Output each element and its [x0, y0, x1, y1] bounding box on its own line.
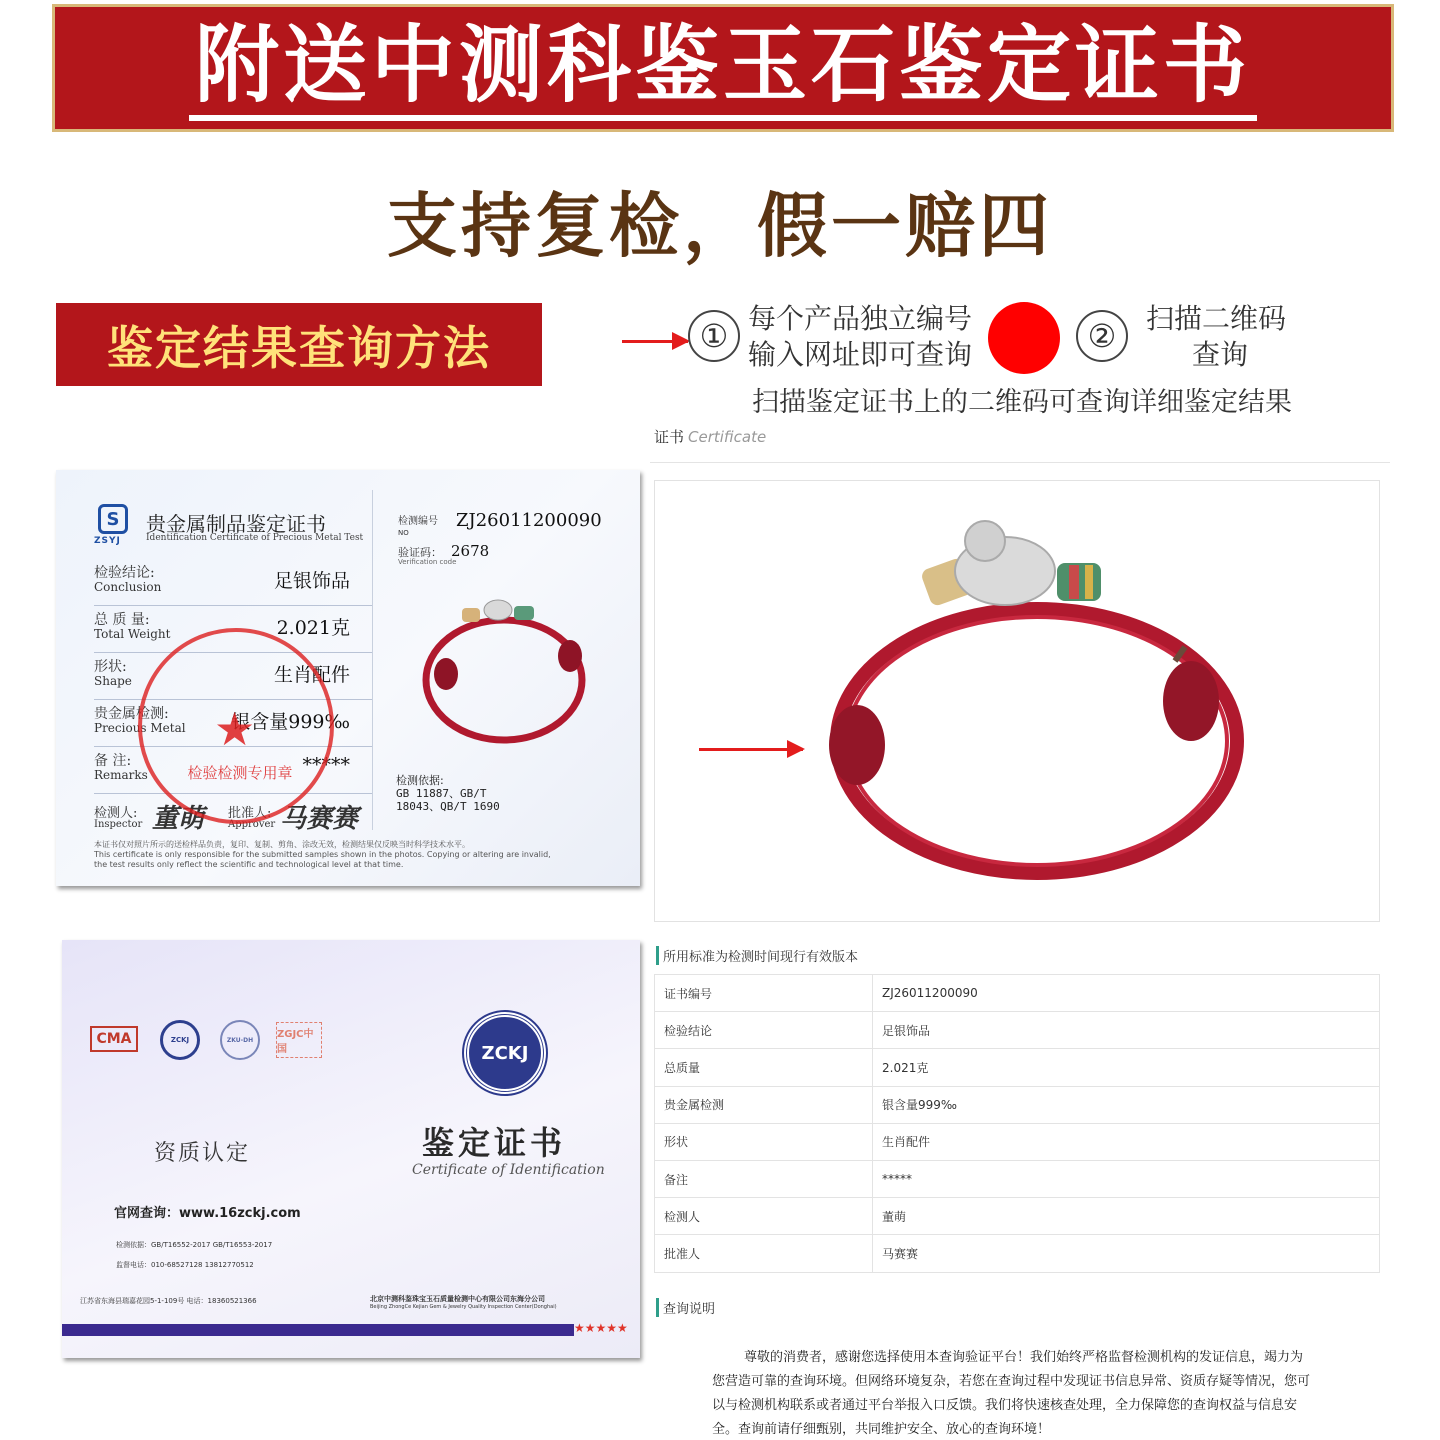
row-label-en: Precious Metal: [94, 721, 186, 735]
slogan: 支持复检，假一赔四: [387, 184, 1053, 267]
approver-signature: 马赛赛: [280, 804, 359, 834]
cert2-basis: 检测依据：GB/T16552-2017 GB/T16553-2017: [116, 1241, 273, 1249]
standard-note: 所用标准为检测时间现行有效版本: [656, 946, 858, 965]
step-two-number: ②: [1076, 310, 1128, 362]
table-row: [655, 975, 1380, 1012]
verify-value: 2678: [451, 542, 490, 560]
bracelet-image: [655, 481, 1379, 921]
basis-line1: GB 11887、GB/T: [396, 787, 487, 800]
cert2-title-en: Certificate of Identification: [412, 1162, 605, 1178]
row-value: 足银饰品: [873, 1012, 1380, 1049]
row-key: 检测人: [655, 1198, 873, 1235]
step-one-line2: 输入网址即可查询: [748, 338, 973, 371]
cert2-tel: 监督电话：010-68527128 13812770512: [116, 1261, 254, 1269]
logo-subtext: ZSYJ: [94, 536, 121, 546]
zckj-seal-icon: ZCKJ: [464, 1012, 546, 1094]
row-label-en: Conclusion: [94, 580, 162, 594]
foot-en1: This certificate is only responsible for the submitted samples shown in the photos. Copying or altering are invalid,: [94, 850, 551, 859]
row-value: *****: [873, 1160, 1380, 1197]
row-value: *****: [302, 754, 350, 776]
row-value: 马赛赛: [873, 1235, 1380, 1272]
banner-title: 附送中测科鉴玉石鉴定证书: [189, 15, 1257, 121]
row-label: 贵金属检测:: [94, 706, 169, 722]
row-label: 形状:: [94, 659, 127, 675]
cert1-title-en: Identification Certificate of Precious Metal Test: [146, 533, 364, 543]
red-stamp: [138, 628, 334, 824]
cert2-org-en: Beijing ZhongCe Kejian Gem & Jewelry Quality Inspection Center(Donghai): [370, 1304, 557, 1310]
table-row: [655, 1049, 1380, 1086]
row-label: 备 注:: [94, 753, 132, 769]
bracelet-photo: [654, 480, 1380, 922]
cert2-stars: ★★★★★: [574, 1321, 628, 1335]
step-one-line1: 每个产品独立编号: [748, 302, 973, 335]
step-two-line2: 查询: [1192, 338, 1249, 371]
row-key: 检验结论: [655, 1012, 873, 1049]
red-dot-icon: [988, 302, 1060, 374]
certificate-tab: [654, 426, 766, 447]
method-title: 鉴定结果查询方法: [107, 320, 491, 375]
table-row: [655, 1160, 1380, 1197]
row-label-en: Shape: [94, 674, 132, 688]
certificate-tab-zh: 证书: [654, 428, 685, 446]
method-title-box: [56, 303, 542, 386]
approver-label-en: Approver: [228, 819, 276, 830]
query-note-body: 尊敬的消费者，感谢您选择使用本查询验证平台！我们始终严格监督检测机构的发证信息，竭力为您营造可靠的查询环境。但网络环境复杂，若您在查询过程中发现证书信息异常、资质存疑等情况，您可以与检测机构联系或者通过平台举报入口反馈。我们将快速核查处理，全力保障您的查询权益与信息安全。查询前请仔细甄别，共同维护安全、放心的查询环境！: [712, 1350, 1311, 1437]
row-label: 总 质 量:: [94, 612, 150, 628]
step-two-line1: 扫描二维码: [1146, 302, 1287, 335]
inspector-label-en: Inspector: [94, 819, 143, 830]
arrow-right-icon: [622, 340, 688, 343]
scan-note: 扫描鉴定证书上的二维码可查询详细鉴定结果: [752, 387, 1292, 418]
cert2-address: 江苏省东海县瑞嘉花园5-1-109号 电话：18360521366: [80, 1297, 257, 1305]
approver-label: 批准人:: [228, 806, 272, 821]
number-label-zh: 检测编号: [398, 516, 438, 527]
table-row: [655, 1198, 1380, 1235]
tab-divider: [650, 462, 1390, 463]
cert1-footnote: [94, 840, 634, 870]
row-label: 检验结论:: [94, 565, 155, 581]
row-label-en: Remarks: [94, 768, 148, 782]
row-label-en: Total Weight: [94, 627, 171, 641]
verify-label: 验证码：: [398, 546, 442, 559]
row-value: ZJ26011200090: [873, 975, 1380, 1012]
top-banner: [52, 4, 1394, 132]
row-value: 董萌: [873, 1198, 1380, 1235]
row-key: 证书编号: [655, 975, 873, 1012]
row-value: 足银饰品: [273, 570, 350, 592]
bracelet-thumbnail: [406, 582, 596, 762]
zgjc-badge-icon: ZGJC中国: [276, 1022, 322, 1058]
test-basis: [396, 774, 500, 813]
inspector-label: 检测人:: [94, 806, 138, 821]
table-row: [655, 1012, 1380, 1049]
stamp-text: 检验检测专用章: [187, 764, 293, 782]
cert1-row: [94, 560, 372, 606]
foot-en2: the test results only reflect the scientific and technological level at that time.: [94, 860, 404, 869]
step-one-number: ①: [688, 310, 740, 362]
identification-certificate: [62, 940, 640, 1358]
inspector-signature: 董萌: [152, 804, 205, 834]
table-row: [655, 1086, 1380, 1123]
row-value: 银含量999‰: [231, 711, 350, 733]
cert1-title: 贵金属制品鉴定证书: [146, 512, 326, 536]
result-table: [654, 974, 1380, 1273]
row-key: 批准人: [655, 1235, 873, 1272]
table-row: [655, 1235, 1380, 1272]
cert2-bar: [62, 1324, 574, 1336]
row-value: 生肖配件: [873, 1123, 1380, 1160]
verify-label-en: Verification code: [398, 558, 457, 566]
basis-line2: 18043、QB/T 1690: [396, 800, 500, 813]
row-value: 生肖配件: [273, 664, 350, 686]
metal-certificate: [56, 470, 640, 886]
cert2-title: 鉴定证书: [422, 1124, 567, 1162]
zkudh-badge-icon: ZKU-DH: [220, 1020, 260, 1060]
stamp-star-icon: ★: [214, 702, 256, 756]
cert2-org: 北京中测科鉴珠宝玉石质量检测中心有限公司东海分公司: [370, 1295, 545, 1303]
row-key: 总质量: [655, 1049, 873, 1086]
foot-zh: 本证书仅对照片所示的送检样品负责，复印、复制、剪角、涂改无效，检测结果仅反映当时科学技术水平。: [94, 840, 470, 849]
basis-label: 检测依据:: [396, 774, 444, 787]
cma-badge-icon: CMA: [90, 1026, 138, 1052]
row-key: 贵金属检测: [655, 1086, 873, 1123]
official-site: 官网查询：www.16zckj.com: [114, 1206, 301, 1221]
number-label: [398, 512, 438, 538]
query-note-title: 查询说明: [656, 1298, 715, 1317]
row-key: 形状: [655, 1123, 873, 1160]
certificate-tab-en: Certificate: [688, 428, 767, 446]
row-value: 银含量999‰: [873, 1086, 1380, 1123]
number-label-en: NO: [398, 529, 409, 537]
zsyj-logo-icon: S: [98, 504, 128, 534]
number-value: ZJ26011200090: [456, 510, 602, 531]
zckj-badge-icon: ZCKJ: [160, 1020, 200, 1060]
row-value: 2.021克: [276, 617, 350, 639]
arrow-right-icon: [699, 748, 803, 751]
qualification-text: 资质认定: [154, 1141, 251, 1166]
table-row: [655, 1123, 1380, 1160]
row-value: 2.021克: [873, 1049, 1380, 1086]
row-key: 备注: [655, 1160, 873, 1197]
cert1-divider: [372, 490, 373, 830]
